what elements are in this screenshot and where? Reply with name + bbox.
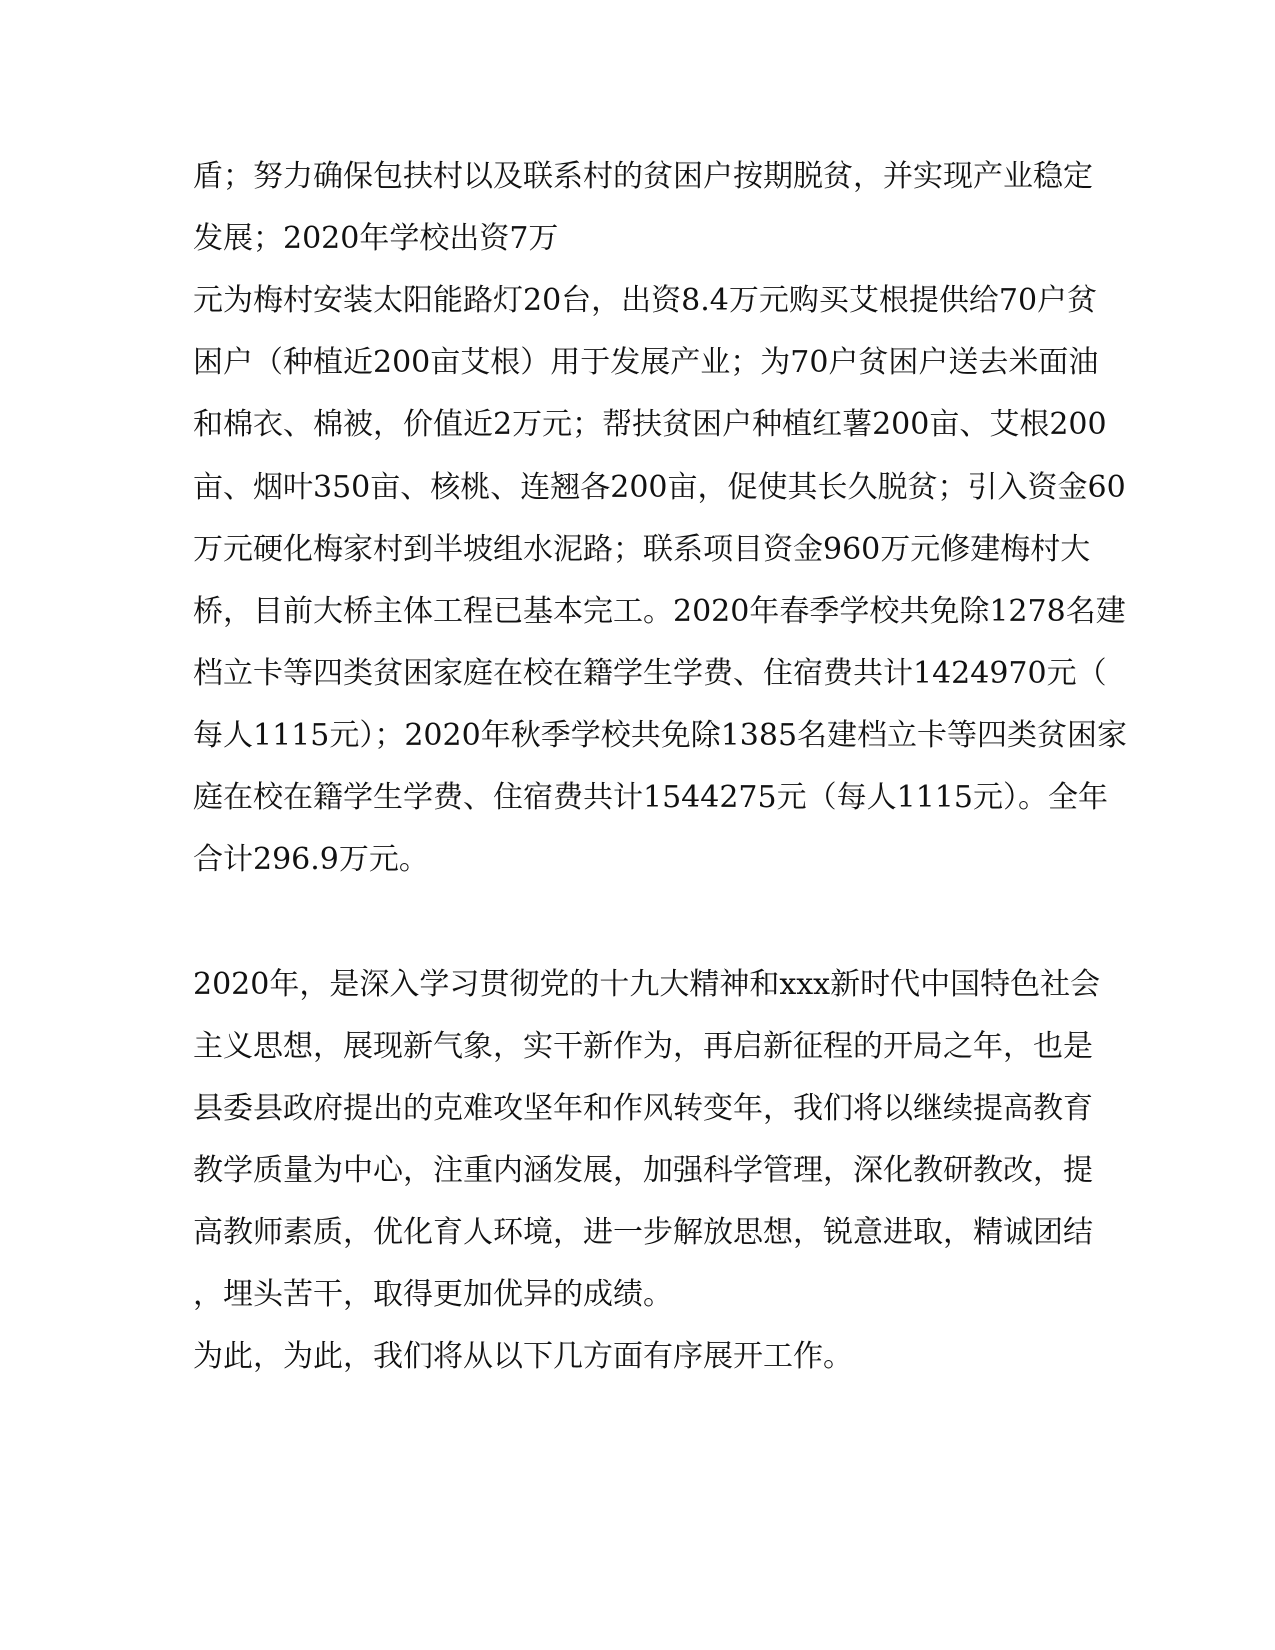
- text-line: 合计296.9万元。: [193, 842, 429, 877]
- text-line: 亩、烟叶350亩、核桃、连翘各200亩，促使其长久脱贫；引入资金60: [193, 470, 1126, 505]
- text-line: 高教师素质，优化育人环境，进一步解放思想，锐意进取，精诚团结: [193, 1215, 1093, 1250]
- text-line: 元为梅村安装太阳能路灯20台，出资8.4万元购买艾根提供给70户贫: [193, 283, 1098, 318]
- text-line: 和棉衣、棉被，价值近2万元；帮扶贫困户种植红薯200亩、艾根200: [193, 407, 1107, 442]
- text-line: 万元硬化梅家村到半坡组水泥路；联系项目资金960万元修建梅村大: [193, 532, 1091, 567]
- text-line: ，埋头苦干，取得更加优异的成绩。: [193, 1277, 673, 1312]
- text-line: 主义思想，展现新气象，实干新作为，再启新征程的开局之年，也是: [193, 1029, 1093, 1064]
- text-line: 教学质量为中心，注重内涵发展，加强科学管理，深化教研教改，提: [193, 1153, 1093, 1188]
- text-line: 发展；2020年学校出资7万: [193, 221, 559, 256]
- text-line: 困户（种植近200亩艾根）用于发展产业；为70户贫困户送去米面油: [193, 345, 1099, 380]
- text-line: 县委县政府提出的克难攻坚年和作风转变年，我们将以继续提高教育: [193, 1091, 1093, 1126]
- text-line: 2020年，是深入学习贯彻党的十九大精神和xxx新时代中国特色社会: [193, 967, 1101, 1002]
- text-line: 每人1115元）；2020年秋季学校共免除1385名建档立卡等四类贫困家: [193, 718, 1128, 753]
- text-line: 档立卡等四类贫困家庭在校在籍学生学费、住宿费共计1424970元（: [193, 656, 1107, 691]
- text-line: 为此，为此，我们将从以下几方面有序展开工作。: [193, 1339, 853, 1374]
- text-line: 桥，目前大桥主体工程已基本完工。2020年春季学校共免除1278名建: [193, 594, 1126, 629]
- text-line: 盾；努力确保包扶村以及联系村的贫困户按期脱贫，并实现产业稳定: [193, 159, 1093, 194]
- text-line: 庭在校在籍学生学费、住宿费共计1544275元（每人1115元）。全年: [193, 780, 1108, 815]
